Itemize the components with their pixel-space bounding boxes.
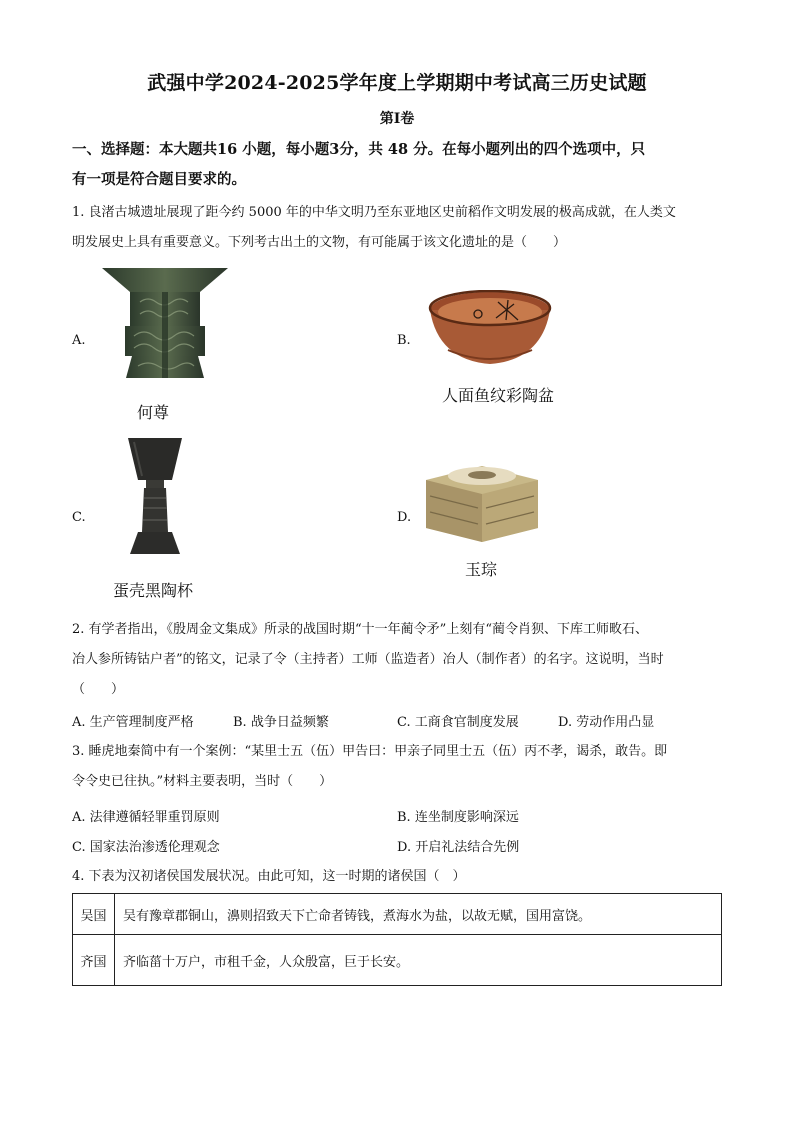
volume-label: 第Ⅰ卷	[379, 111, 415, 127]
jade-cong-image	[420, 458, 544, 544]
section-heading	[72, 135, 732, 195]
table-row	[73, 894, 722, 935]
question-2-line2: 冶人参所铸钴户者”的铭文，记录了令（主持者）工师（监造者）冶人（制作者）的名字。这说明，当时	[72, 652, 664, 667]
question-3-line2: 令令史已往执。”材料主要表明，当时（ ）	[72, 774, 333, 789]
question-3-line1: 3. 睡虎地秦简中有一个案例：“某里士五（伍）甲告曰：甲亲子同里士五（伍）丙不孝，谒杀，敢告。即	[72, 744, 668, 759]
question-1-line2: 明发展史上具有重要意义。下列考古出土的文物，有可能属于该文化遗址的是（ ）	[72, 235, 567, 250]
question-2-option-a[interactable]: A. 生产管理制度严格	[72, 715, 194, 730]
question-4-stem	[72, 862, 724, 892]
question-2-option-b[interactable]: B. 战争日益频繁	[233, 715, 329, 730]
page-title: 武强中学2024-2025学年度上学期期中考试高三历史试题	[147, 72, 647, 94]
option-d-caption: 玉琮	[465, 560, 498, 579]
option-c-caption: 蛋壳黑陶杯	[113, 581, 194, 600]
eggshell-black-pottery-cup-image	[122, 436, 188, 560]
option-b-letter: B.	[397, 333, 411, 348]
question-3-option-c[interactable]: C. 国家法治渗透伦理观念	[72, 840, 220, 855]
question-1-line1: 1. 良渚古城遗址展现了距今约 5000 年的中华文明乃至东亚地区史前稻作文明发展的极高成就，在人类文	[72, 205, 676, 220]
question-4-line1: 4. 下表为汉初诸侯国发展状况。由此可知，这一时期的诸侯国（ ）	[72, 869, 466, 884]
table-cell-text: 吴有豫章郡铜山，濞则招致天下亡命者铸钱，煮海水为盐，以故无赋，国用富饶。	[115, 894, 722, 935]
question-2-line3: （ ）	[72, 682, 125, 697]
option-c-letter: C.	[72, 510, 86, 525]
section-heading-line1: 一、选择题：本大题共16 小题，每小题3分，共 48 分。在每小题列出的四个选项中，只	[72, 141, 646, 158]
he-zun-image	[100, 262, 230, 382]
question-3-option-b[interactable]: B. 连坐制度影响深远	[397, 810, 519, 825]
question-4-table	[72, 893, 722, 986]
table-cell-state: 齐国	[73, 935, 115, 986]
option-d-letter: D.	[397, 510, 412, 525]
option-a-letter: A.	[72, 333, 86, 348]
question-2-option-d[interactable]: D. 劳动作用凸显	[558, 715, 655, 730]
question-3-option-a[interactable]: A. 法律遵循轻罪重罚原则	[72, 810, 220, 825]
section-heading-line2: 有一项是符合题目要求的。	[72, 171, 246, 188]
table-cell-text: 齐临菑十万户，市租千金，人众殷富，巨于长安。	[115, 935, 722, 986]
table-cell-state: 吴国	[73, 894, 115, 935]
question-2-stem	[72, 615, 724, 705]
question-1-stem	[72, 198, 724, 258]
question-2-option-c[interactable]: C. 工商食官制度发展	[397, 715, 519, 730]
painted-pottery-basin-image	[428, 290, 552, 368]
option-a-caption: 何尊	[137, 403, 170, 422]
option-b-caption: 人面鱼纹彩陶盆	[442, 386, 555, 405]
question-3-option-d[interactable]: D. 开启礼法结合先例	[397, 840, 520, 855]
table-row	[73, 935, 722, 986]
question-3-stem	[72, 737, 724, 797]
question-2-line1: 2. 有学者指出，《殷周金文集成》所录的战国时期“十一年蔺令矛”上刻有“蔺令肖狈、下库工师畋石、	[72, 622, 648, 637]
